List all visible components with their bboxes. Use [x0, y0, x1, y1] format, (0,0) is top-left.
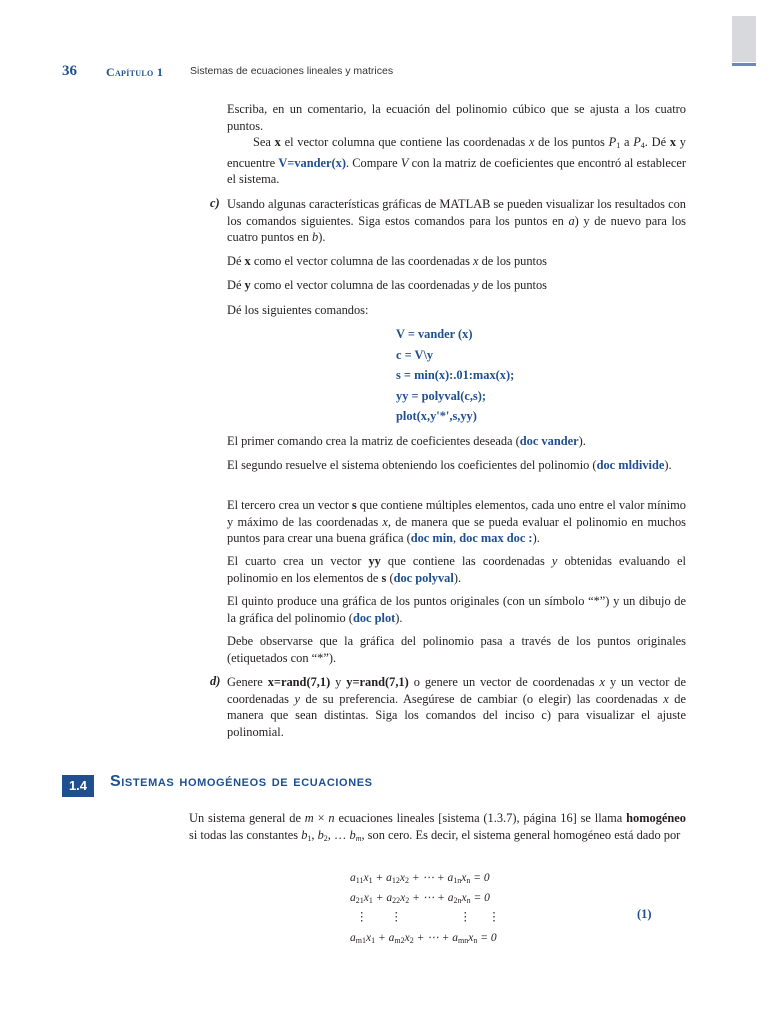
paragraph-first-command [227, 433, 686, 450]
text: Dé [227, 278, 245, 292]
subscript: 4 [640, 141, 645, 150]
subscript: 1 [616, 141, 621, 150]
var-s: s [381, 570, 387, 585]
var-b2: b [317, 827, 324, 842]
text: ). [395, 610, 403, 625]
subscript: m [355, 833, 362, 843]
paragraph-fourth-command [227, 553, 686, 586]
code-line: yy = polyval(c,s); [396, 388, 487, 403]
text: de los puntos [478, 278, 548, 292]
text: ). [453, 570, 462, 585]
equation-row-ellipsis: ⋮ ⋮ ⋮ ⋮ [356, 911, 500, 923]
de-y-line [227, 277, 686, 294]
var-y-italic: y [473, 278, 479, 292]
ref-a: a [568, 213, 575, 228]
equation-row-2: $a_{21}x_1 + a_{22}x_2$ + ⋯ + $a_{2n}x_n = 0$ [350, 892, 490, 905]
intro-paragraph [227, 101, 686, 188]
var-yy: yy [368, 554, 381, 568]
text: como el vector columna de las coordenadas [250, 254, 474, 268]
text: El cuarto crea un vector [227, 554, 369, 568]
var-s: s [351, 498, 357, 512]
intro-line: Escriba, en un comentario, la ecuación del polinomio cúbico que se ajusta a los cuatro puntos. [227, 102, 686, 133]
intro-text: . Dé [644, 135, 670, 149]
intro-text: a [620, 135, 634, 149]
var-y-italic: y [551, 554, 558, 568]
item-d-marker: d) [210, 674, 221, 688]
var-x-italic: x [528, 135, 535, 149]
item-c-marker: c) [210, 196, 220, 210]
equation-row-1: $a_{11}x_1 + a_{12}x_2$ + ⋯ + $a_{1n}x_n = 0$ [350, 872, 490, 885]
text: que contiene múltiples elementos, cada uno entre el valor mínimo y máximo de las coordenadas [227, 498, 686, 529]
text: × [313, 811, 329, 825]
var-y-italic: y [294, 691, 300, 706]
var-x: x [669, 135, 677, 149]
code-rand-y: y=rand(7,1) [346, 675, 409, 689]
ref-b: b [312, 230, 319, 244]
code-rand-x: x=rand(7,1) [267, 675, 331, 689]
intro-text: con la matriz de coeficientes que encontró al establecer el sistema. [227, 155, 686, 186]
de-commands-line: Dé los siguientes comandos: [227, 303, 369, 317]
text: de su preferencia. Asegúrese de cambiar (o elegir) las coordenadas [299, 691, 664, 706]
var-b1: b [301, 827, 308, 842]
paragraph-third-command [227, 497, 686, 547]
doc-reference: doc min [410, 531, 454, 545]
text: El primer comando crea la matriz de coeficientes deseada ( [227, 434, 520, 448]
text: El tercero crea un vector [227, 498, 352, 512]
intro-sea: Sea [253, 135, 275, 149]
subscript: 2 [323, 833, 328, 843]
text: ). [532, 531, 540, 545]
doc-reference: doc plot [352, 610, 396, 625]
page-number: 36 [62, 63, 77, 79]
code-line: s = min(x):.01:max(x); [396, 368, 515, 382]
var-x-italic: x [382, 514, 388, 529]
code-block [396, 324, 514, 427]
text: que contiene las coordenadas [380, 554, 552, 568]
text: , de manera que se pueda evaluar el polinomio en muchos puntos para crear una buena gráfica ( [227, 514, 686, 545]
intro-text: el vector columna que contiene las coordenadas [280, 135, 529, 149]
chapter-label: Capítulo 1 [106, 65, 164, 79]
var-x: x [244, 254, 251, 268]
intro-text: de los puntos [534, 135, 609, 149]
equation-row-m: $a_{m1}x_1 + a_{m2}x_2$ + ⋯ + $a_{mn}x_n = 0$ [350, 932, 497, 945]
section-title: Sistemas homogéneos de ecuaciones [110, 773, 373, 790]
var-v: V [400, 155, 409, 170]
var-x-italic: x [663, 691, 669, 706]
equation-number: (1) [637, 907, 652, 921]
var-n: n [328, 811, 335, 825]
text: El quinto produce una gráfica de los puntos originales (con un símbolo “*”) y un dibujo de la gráfica del polinomio ( [227, 594, 686, 625]
de-x-line [227, 253, 686, 270]
paragraph-second-command [227, 457, 686, 474]
text: El segundo resuelve el sistema obteniendo los coeficientes del polinomio ( [227, 458, 597, 472]
text: Un sistema general de [189, 811, 305, 825]
text: Dé [227, 254, 245, 268]
page-edge-rule [732, 63, 756, 66]
item-c-text: ) y de nuevo para los cuatro puntos en [227, 213, 686, 244]
item-d-paragraph [227, 674, 686, 740]
text: ecuaciones lineales [sistema (1.3.7), página 16] se llama [334, 811, 627, 825]
intro-text: y encuentre [227, 135, 686, 170]
var-x-italic: x [473, 254, 479, 268]
text: ). [664, 458, 672, 472]
page-edge-tab [732, 16, 756, 62]
code-vander: V=vander(x) [278, 155, 346, 170]
item-c-text: ). [318, 230, 326, 244]
intro-text: . Compare [345, 155, 401, 170]
doc-reference: doc max doc : [459, 531, 533, 545]
item-c-text: Usando algunas características gráficas de MATLAB se pueden visualizar los resultados con los comandos siguientes. Siga estos comandos para los puntos en [227, 197, 686, 228]
paragraph-observation: Debe observarse que la gráfica del polinomio pasa a través de los puntos originales (etiquetados con “*”). [227, 634, 686, 665]
text: ( [386, 570, 394, 585]
text: ). [578, 434, 586, 448]
var-bm: b [349, 827, 356, 842]
subscript: 1 [307, 833, 312, 843]
code-line: plot(x,y'*',s,yy) [396, 409, 477, 423]
text: como el vector columna de las coordenadas [250, 278, 474, 292]
code-line: V = vander (x) [396, 327, 473, 341]
doc-reference: doc mldivide [596, 458, 665, 472]
text: y [330, 675, 347, 689]
var-x-italic: x [599, 675, 606, 689]
var-x: x [274, 135, 281, 149]
term-homogeneo: homogéneo [626, 811, 686, 825]
code-line: c = V\y [396, 347, 434, 362]
var-p: P [608, 135, 617, 149]
text: o genere un vector de coordenadas [408, 675, 600, 689]
chapter-title: Sistemas de ecuaciones lineales y matrices [190, 65, 394, 77]
section-number: 1.4 [62, 775, 94, 797]
text: son cero. Es decir, el sistema general homogéneo está dado por [364, 827, 681, 842]
item-c-paragraph [227, 196, 686, 246]
section-body: Un sistema general de m × n ecuaciones lineales [sistema (1.3.7), página 16] se llama homogéneo si todas las constantes $b_1$, $b_2$, … $b_m$, son cero. Es decir, el sistema general homogéneo está dado por [189, 811, 686, 843]
text: de manera que sean distintas. Siga los comandos del inciso c) para visualizar el ajuste polinomial. [227, 691, 686, 739]
doc-reference: doc vander [519, 434, 579, 448]
doc-reference: doc polyval [393, 570, 454, 585]
text: , [453, 531, 460, 545]
var-m: m [304, 811, 314, 825]
var-y: y [244, 278, 251, 292]
var-p: P [633, 135, 641, 149]
text: si todas las constantes [189, 827, 302, 842]
paragraph-fifth-command [227, 593, 686, 626]
text: Genere [227, 675, 268, 689]
text: y un vector de coordenadas [227, 675, 687, 706]
text: de los puntos [478, 254, 548, 268]
text: obtenidas evaluando el polinomio en los elementos de [227, 554, 686, 585]
